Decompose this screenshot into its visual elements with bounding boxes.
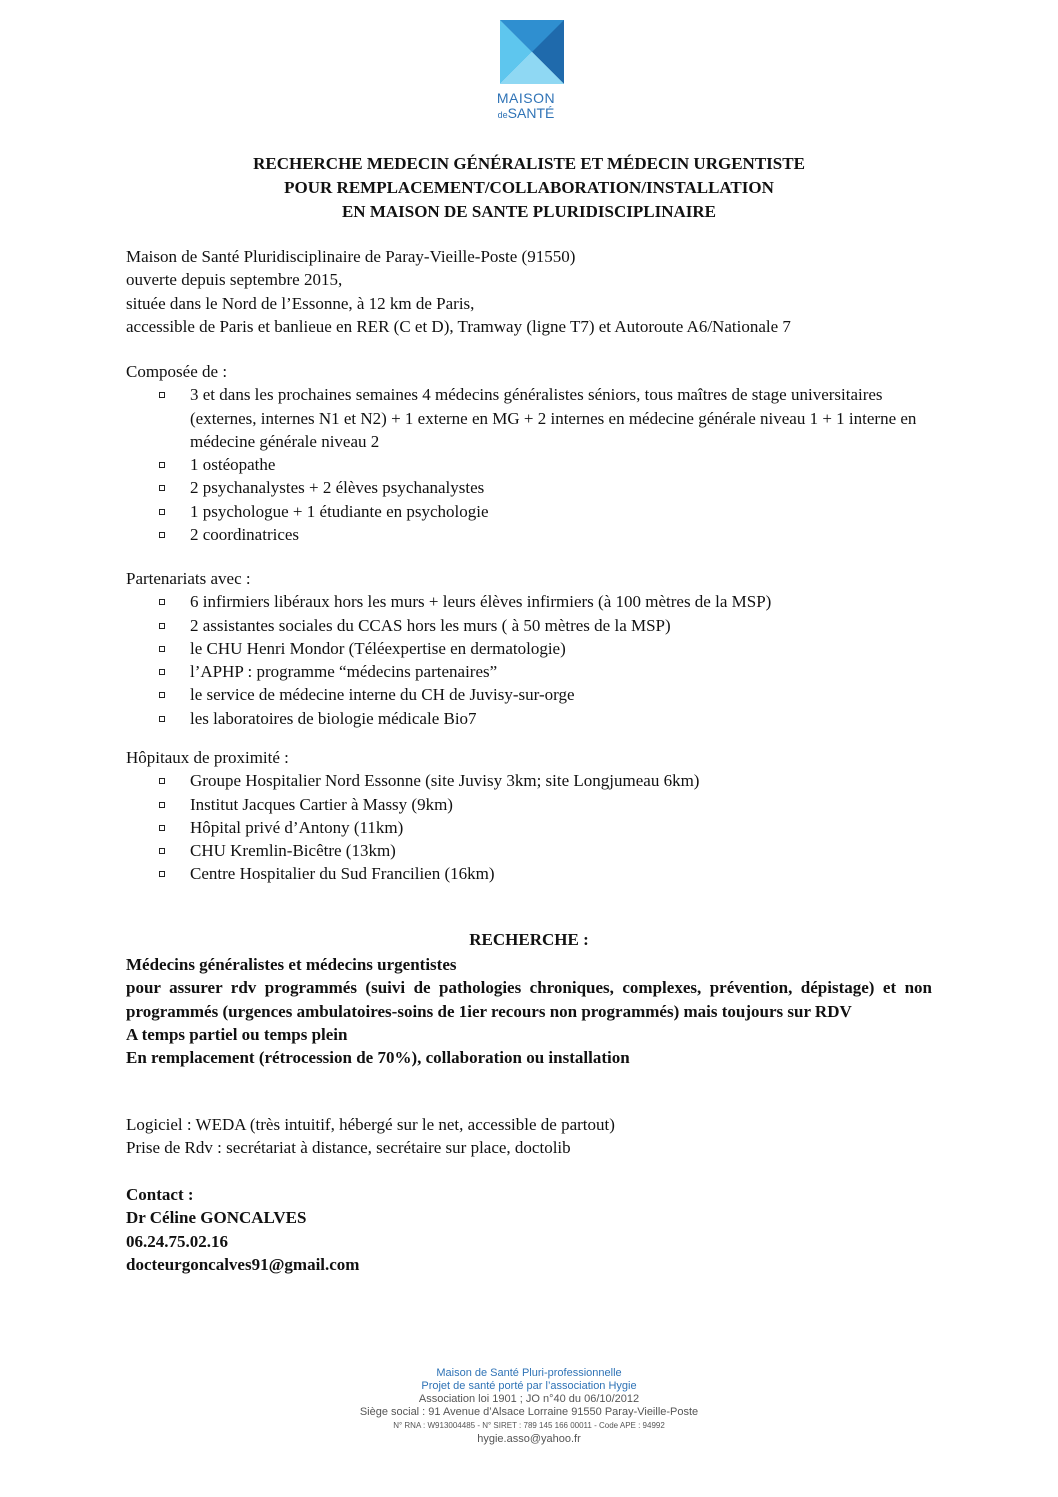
rdv-line: Prise de Rdv : secrétariat à distance, secrétaire sur place, doctolib xyxy=(126,1138,571,1158)
list-item: Institut Jacques Cartier à Massy (9km) xyxy=(190,793,946,816)
list-item: 2 assistantes sociales du CCAS hors les murs ( à 50 mètres de la MSP) xyxy=(190,614,946,637)
intro-section xyxy=(126,245,946,338)
page-title xyxy=(0,152,1058,224)
partenariats-section xyxy=(126,567,946,730)
intro-line: ouverte depuis septembre 2015, xyxy=(126,270,343,290)
list-item: CHU Kremlin-Bicêtre (13km) xyxy=(190,839,946,862)
composee-section xyxy=(126,360,946,546)
recherche-heading: RECHERCHE : xyxy=(469,930,589,949)
recherche-line: En remplacement (rétrocession de 70%), collaboration ou installation xyxy=(126,1048,630,1068)
list-item: 2 coordinatrices xyxy=(190,523,946,546)
logo-text-sante: deSANTÉ xyxy=(497,105,555,121)
list-item: 1 psychologue + 1 étudiante en psychologie xyxy=(190,500,946,523)
composee-list xyxy=(126,383,946,546)
list-item: Centre Hospitalier du Sud Francilien (16km) xyxy=(190,862,946,885)
logo-mark-icon xyxy=(478,18,574,90)
logiciel-line: Logiciel : WEDA (très intuitif, hébergé sur le net, accessible de partout) xyxy=(126,1115,615,1134)
recherche-line: A temps partiel ou temps plein xyxy=(126,1024,348,1044)
section-heading: Composée de : xyxy=(126,362,228,381)
intro-line: située dans le Nord de l’Essonne, à 12 km de Paris, xyxy=(126,293,475,313)
section-heading: Hôpitaux de proximité : xyxy=(126,748,289,767)
logo xyxy=(478,18,574,122)
intro-line: Maison de Santé Pluridisciplinaire de Paray-Vieille-Poste (91550) xyxy=(126,247,576,266)
list-item: les laboratoires de biologie médicale Bio7 xyxy=(190,707,946,730)
list-item: Groupe Hospitalier Nord Essonne (site Juvisy 3km; site Longjumeau 6km) xyxy=(190,769,946,792)
list-item: 2 psychanalystes + 2 élèves psychanalystes xyxy=(190,476,946,499)
footer-line: Siège social : 91 Avenue d’Alsace Lorraine 91550 Paray-Vieille-Poste xyxy=(359,1406,699,1418)
list-item: le service de médecine interne du CH de Juvisy-sur-orge xyxy=(190,683,946,706)
recherche-section xyxy=(126,953,932,1069)
logo-text-maison: MAISON xyxy=(496,90,556,106)
recherche-paragraph: pour assurer rdv programmés (suivi de pathologies chroniques, complexes, prévention, dépistage) et non programmés (urgences ambulatoires-soins de 1ier recours non programmés) mais toujours sur RDV xyxy=(126,978,932,1021)
footer-line: N° RNA : W913004485 - N° SIRET : 789 145 166 00011 - Code APE : 94992 xyxy=(393,1421,665,1430)
list-item: l’APHP : programme “médecins partenaires” xyxy=(190,660,946,683)
recherche-line: Médecins généralistes et médecins urgentistes xyxy=(126,955,457,974)
title-line: EN MAISON DE SANTE PLURIDISCIPLINAIRE xyxy=(341,202,717,221)
contact-email: docteurgoncalves91@gmail.com xyxy=(126,1254,360,1274)
list-item: 6 infirmiers libéraux hors les murs + leurs élèves infirmiers (à 100 mètres de la MSP) xyxy=(190,590,946,613)
footer-email: hygie.asso@yahoo.fr xyxy=(477,1433,581,1445)
title-line: RECHERCHE MEDECIN GÉNÉRALISTE ET MÉDECIN URGENTISTE xyxy=(253,154,805,173)
list-item: le CHU Henri Mondor (Téléexpertise en dermatologie) xyxy=(190,637,946,660)
list-item: Hôpital privé d’Antony (11km) xyxy=(190,816,946,839)
contact-name: Dr Céline GONCALVES xyxy=(126,1208,307,1228)
contact-heading: Contact : xyxy=(126,1185,194,1204)
footer-line: Maison de Santé Pluri-professionnelle xyxy=(436,1367,622,1379)
footer-line: Association loi 1901 ; JO n°40 du 06/10/2012 xyxy=(418,1393,640,1405)
contact-section xyxy=(126,1183,726,1276)
list-item: 1 ostéopathe xyxy=(190,453,946,476)
partenariats-list xyxy=(126,590,946,730)
contact-phone: 06.24.75.02.16 xyxy=(126,1231,228,1251)
intro-line: accessible de Paris et banlieue en RER (C et D), Tramway (ligne T7) et Autoroute A6/Nationale 7 xyxy=(126,316,791,336)
hopitaux-list xyxy=(126,769,946,885)
list-item: 3 et dans les prochaines semaines 4 médecins généralistes séniors, tous maîtres de stage universitaires (externes, internes N1 et N2) + 1 externe en MG + 2 internes en médecine générale niveau 1 + 1 interne en médecine générale niveau 2 xyxy=(190,383,946,453)
hopitaux-section xyxy=(126,746,946,886)
section-heading: Partenariats avec : xyxy=(126,569,251,588)
logiciel-section xyxy=(126,1113,946,1160)
footer xyxy=(0,1367,1058,1446)
title-line: POUR REMPLACEMENT/COLLABORATION/INSTALLATION xyxy=(284,178,774,197)
footer-line: Projet de santé porté par l’association Hygie xyxy=(421,1380,637,1392)
